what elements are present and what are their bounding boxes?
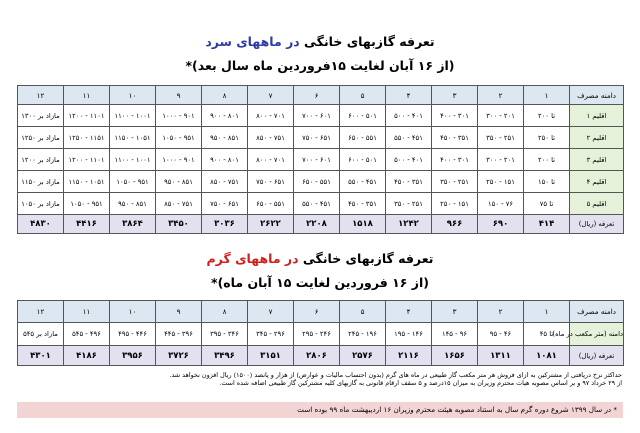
column-header-range: دامنه مصرف — [570, 86, 624, 105]
range-cell: ۷۵۱ - ۸۵۰ — [202, 171, 248, 193]
range-cell: ۵۰۱ - ۶۰۰ — [340, 105, 386, 127]
range-cell: تا ۴۵ — [524, 323, 570, 346]
tariff-cell: ۴۱۸۶ — [64, 346, 110, 366]
cold-title-accent: در ماههای سرد — [205, 34, 300, 49]
column-header-11: ۱۱ — [64, 86, 110, 105]
table-row — [18, 149, 624, 171]
range-cell: ۳۵۱ - ۴۵۰ — [340, 193, 386, 215]
tariff-cell: ۲۲۰۸ — [294, 215, 340, 234]
range-cell: ۱۹۶ - ۲۴۵ — [340, 323, 386, 346]
warm-tariff-row — [18, 346, 624, 366]
range-cell: ۲۰۱ - ۳۰۰ — [478, 149, 524, 171]
range-cell: ۴۹۶ - ۵۴۵ — [64, 323, 110, 346]
cold-title-main: تعرفه گازبهای خانگی — [299, 34, 435, 49]
column-header-5: ۵ — [340, 86, 386, 105]
range-cell: ۲۴۶ - ۲۹۵ — [294, 323, 340, 346]
range-cell: ۱۰۵۱ - ۱۱۵۰ — [110, 127, 156, 149]
range-cell: ۲۹۶ - ۳۴۵ — [248, 323, 294, 346]
range-cell: ۱۱۵۱ - ۱۲۵۰ — [64, 127, 110, 149]
range-cell: ۳۹۶ - ۴۴۵ — [156, 323, 202, 346]
range-cell: ۹۵۱ - ۱۰۵۰ — [156, 127, 202, 149]
climate-label: اقلیم ۵ — [570, 193, 624, 215]
column-header-8: ۸ — [202, 301, 248, 323]
range-label: دامنه (متر مکعب در ماه) — [570, 323, 624, 346]
range-cell: ۹۵۱ - ۱۰۵۰ — [110, 171, 156, 193]
cold-subtitle: (از ۱۶ آبان لغایت ۱۵فروردین ماه سال بعد)* — [185, 58, 455, 73]
column-header-3: ۳ — [432, 301, 478, 323]
column-header-8: ۸ — [202, 86, 248, 105]
tariff-label: تعرفه (ریال) — [570, 215, 624, 234]
range-cell: ۸۰۱ - ۹۰۰ — [202, 149, 248, 171]
tariff-cell: ۱۲۴۲ — [386, 215, 432, 234]
range-cell: مازاد بر ۱۱۵۰ — [18, 171, 64, 193]
tariff-cell: ۴۴۱۶ — [64, 215, 110, 234]
range-cell: ۹۰۱ - ۱۰۰۰ — [156, 149, 202, 171]
tariff-cell: ۲۱۱۶ — [386, 346, 432, 366]
range-cell: تا ۲۰۰ — [524, 149, 570, 171]
column-header-1: ۱ — [524, 301, 570, 323]
range-cell: ۹۶ - ۱۴۵ — [432, 323, 478, 346]
tariff-cell: ۲۸۰۶ — [294, 346, 340, 366]
tariff-cell: ۳۱۵۱ — [248, 346, 294, 366]
range-cell: ۶۵۱ - ۷۵۰ — [202, 193, 248, 215]
tariff-cell: ۳۸۶۴ — [110, 215, 156, 234]
range-cell: ۴۴۶ - ۴۹۵ — [110, 323, 156, 346]
range-cell: ۱۵۱ - ۲۵۰ — [478, 171, 524, 193]
range-cell: مازاد بر ۱۲۵۰ — [18, 127, 64, 149]
highlight-note: * در سال ۱۳۹۹ شروع دوره گرم سال به استناد مصوبه هیئت محترم وزیران ۱۶ اردیبهشت ماه ۹۹ بوده است — [17, 402, 623, 418]
range-cell: ۱۰۰۱ - ۱۱۰۰ — [110, 149, 156, 171]
column-header-5: ۵ — [340, 301, 386, 323]
range-cell: ۳۵۱ - ۴۵۰ — [386, 171, 432, 193]
range-cell: ۱۱۰۱ - ۱۲۰۰ — [64, 149, 110, 171]
cold-title — [0, 34, 640, 49]
column-header-12: ۱۲ — [18, 301, 64, 323]
range-cell: ۳۴۶ - ۳۹۵ — [202, 323, 248, 346]
table-row — [18, 193, 624, 215]
range-cell: ۶۵۱ - ۷۵۰ — [248, 171, 294, 193]
tariff-cell: ۹۶۶ — [432, 215, 478, 234]
range-cell: ۵۵۱ - ۶۵۰ — [294, 171, 340, 193]
range-cell: مازاد بر ۱۳۰۰ — [18, 105, 64, 127]
column-header-4: ۴ — [386, 301, 432, 323]
column-header-1: ۱ — [524, 86, 570, 105]
range-cell: ۶۰۱ - ۷۰۰ — [294, 105, 340, 127]
warm-title-accent: در ماههای گرم — [206, 251, 299, 266]
range-cell: ۷۵۱ - ۸۵۰ — [248, 127, 294, 149]
range-cell: ۶۵۱ - ۷۵۰ — [294, 127, 340, 149]
tariff-cell: ۲۶۲۲ — [248, 215, 294, 234]
range-cell: ۳۰۱ - ۴۰۰ — [432, 149, 478, 171]
range-cell: ۴۵۱ - ۵۵۰ — [294, 193, 340, 215]
tariff-cell: ۴۱۴ — [524, 215, 570, 234]
climate-label: اقلیم ۲ — [570, 127, 624, 149]
range-cell: تا ۲۵۰ — [524, 127, 570, 149]
climate-label: اقلیم ۴ — [570, 171, 624, 193]
range-cell: ۵۵۱ - ۶۵۰ — [340, 127, 386, 149]
range-cell: ۳۵۱ - ۴۵۰ — [432, 127, 478, 149]
tariff-cell: ۱۳۱۱ — [478, 346, 524, 366]
range-cell: مازاد بر ۵۴۵ — [18, 323, 64, 346]
column-header-9: ۹ — [156, 86, 202, 105]
tariff-cell: ۴۸۳۰ — [18, 215, 64, 234]
column-header-12: ۱۲ — [18, 86, 64, 105]
tariff-cell: ۱۰۸۱ — [524, 346, 570, 366]
column-header-10: ۱۰ — [110, 301, 156, 323]
column-header-4: ۴ — [386, 86, 432, 105]
tariff-cell: ۱۵۱۸ — [340, 215, 386, 234]
range-cell: ۴۰۱ - ۵۰۰ — [386, 105, 432, 127]
range-cell: ۲۵۱ - ۳۵۰ — [386, 193, 432, 215]
warm-subtitle: (از ۱۶ فروردین لغایت ۱۵ آبان ماه)* — [211, 275, 429, 290]
tariff-cell: ۱۶۵۶ — [432, 346, 478, 366]
range-cell: ۷۶ - ۱۵۰ — [478, 193, 524, 215]
column-header-9: ۹ — [156, 301, 202, 323]
range-cell: ۹۵۱ - ۱۰۵۰ — [64, 193, 110, 215]
range-cell: ۸۵۱ - ۹۵۰ — [110, 193, 156, 215]
range-cell: ۱۵۱ - ۲۵۰ — [432, 193, 478, 215]
column-header-10: ۱۰ — [110, 86, 156, 105]
column-header-6: ۶ — [294, 86, 340, 105]
range-cell: ۴۵۱ - ۵۵۰ — [386, 127, 432, 149]
cold-tariff-row — [18, 215, 624, 234]
range-cell: تا ۱۵۰ — [524, 171, 570, 193]
column-header-7: ۷ — [248, 86, 294, 105]
range-cell: ۹۰۱ - ۱۰۰۰ — [156, 105, 202, 127]
tariff-cell: ۳۰۳۶ — [202, 215, 248, 234]
column-header-11: ۱۱ — [64, 301, 110, 323]
range-cell: ۱۴۶ - ۱۹۵ — [386, 323, 432, 346]
range-cell: مازاد بر ۱۲۰۰ — [18, 149, 64, 171]
range-cell: ۱۰۵۱ - ۱۱۵۰ — [64, 171, 110, 193]
tariff-cell: ۳۷۲۶ — [156, 346, 202, 366]
range-cell: ۱۰۰۱ - ۱۱۰۰ — [110, 105, 156, 127]
climate-label: اقلیم ۱ — [570, 105, 624, 127]
range-cell: ۴۰۱ - ۵۰۰ — [386, 149, 432, 171]
warm-title-main: تعرفه گازبهای خانگی — [298, 251, 434, 266]
range-cell: ۲۵۱ - ۳۵۰ — [478, 127, 524, 149]
warm-title — [0, 251, 640, 266]
note-2: از ۲۹ خرداد ۹۷ و بر اساس مصوبه هیات محترم وزیران به میزان ۱۵درصد و ۵ سقف ارقام قانونی به گازبهای کلیه مشترکین گاز طبیعی اضافه شده است. — [219, 379, 622, 388]
range-cell: ۸۰۱ - ۹۰۰ — [202, 105, 248, 127]
tariff-cell: ۴۳۰۱ — [18, 346, 64, 366]
tariff-cell: ۳۹۵۶ — [110, 346, 156, 366]
range-cell: ۸۵۱ - ۹۵۰ — [156, 171, 202, 193]
tariff-label: تعرفه (ریال) — [570, 346, 624, 366]
range-cell: ۷۰۱ - ۸۰۰ — [248, 149, 294, 171]
range-cell: تا ۷۵ — [524, 193, 570, 215]
table-row — [18, 105, 624, 127]
note-1: حداکثر نرخ دریافتی از مشترکین به ازای فروش هر متر مکعب گاز طبیعی در ماه های گرم (بدون احتساب مالیات و عوارض) از هزار و پانصد (۱۵۰۰) ریال افزون نخواهد شد. — [169, 371, 622, 379]
range-cell: ۴۵۱ - ۵۵۰ — [340, 171, 386, 193]
warm-tariff-table — [17, 300, 624, 366]
tariff-cell: ۶۹۰ — [478, 215, 524, 234]
range-cell: ۵۵۱ - ۶۵۰ — [248, 193, 294, 215]
cold-tariff-table — [17, 85, 624, 234]
range-cell: ۱۱۰۱ - ۱۲۰۰ — [64, 105, 110, 127]
column-header-2: ۲ — [478, 86, 524, 105]
cold-header-row — [18, 86, 624, 105]
range-cell: ۵۰۱ - ۶۰۰ — [340, 149, 386, 171]
column-header-2: ۲ — [478, 301, 524, 323]
warm-header-row — [18, 301, 624, 323]
range-cell: ۳۰۱ - ۴۰۰ — [432, 105, 478, 127]
tariff-cell: ۳۴۹۶ — [202, 346, 248, 366]
range-cell: ۷۰۱ - ۸۰۰ — [248, 105, 294, 127]
range-cell: ۴۶ - ۹۵ — [478, 323, 524, 346]
column-header-7: ۷ — [248, 301, 294, 323]
range-cell: ۷۵۱ - ۸۵۰ — [156, 193, 202, 215]
tariff-cell: ۳۴۵۰ — [156, 215, 202, 234]
column-header-3: ۳ — [432, 86, 478, 105]
notes — [18, 371, 622, 388]
range-cell: ۲۵۱ - ۳۵۰ — [432, 171, 478, 193]
table-row — [18, 171, 624, 193]
column-header-range: دامنه مصرف — [570, 301, 624, 323]
range-cell: ۲۰۱ - ۳۰۰ — [478, 105, 524, 127]
table-row — [18, 323, 624, 346]
climate-label: اقلیم ۳ — [570, 149, 624, 171]
range-cell: تا ۲۰۰ — [524, 105, 570, 127]
column-header-6: ۶ — [294, 301, 340, 323]
table-row — [18, 127, 624, 149]
tariff-cell: ۲۵۷۶ — [340, 346, 386, 366]
range-cell: مازاد بر ۱۰۵۰ — [18, 193, 64, 215]
range-cell: ۸۵۱ - ۹۵۰ — [202, 127, 248, 149]
range-cell: ۶۰۱ - ۷۰۰ — [294, 149, 340, 171]
